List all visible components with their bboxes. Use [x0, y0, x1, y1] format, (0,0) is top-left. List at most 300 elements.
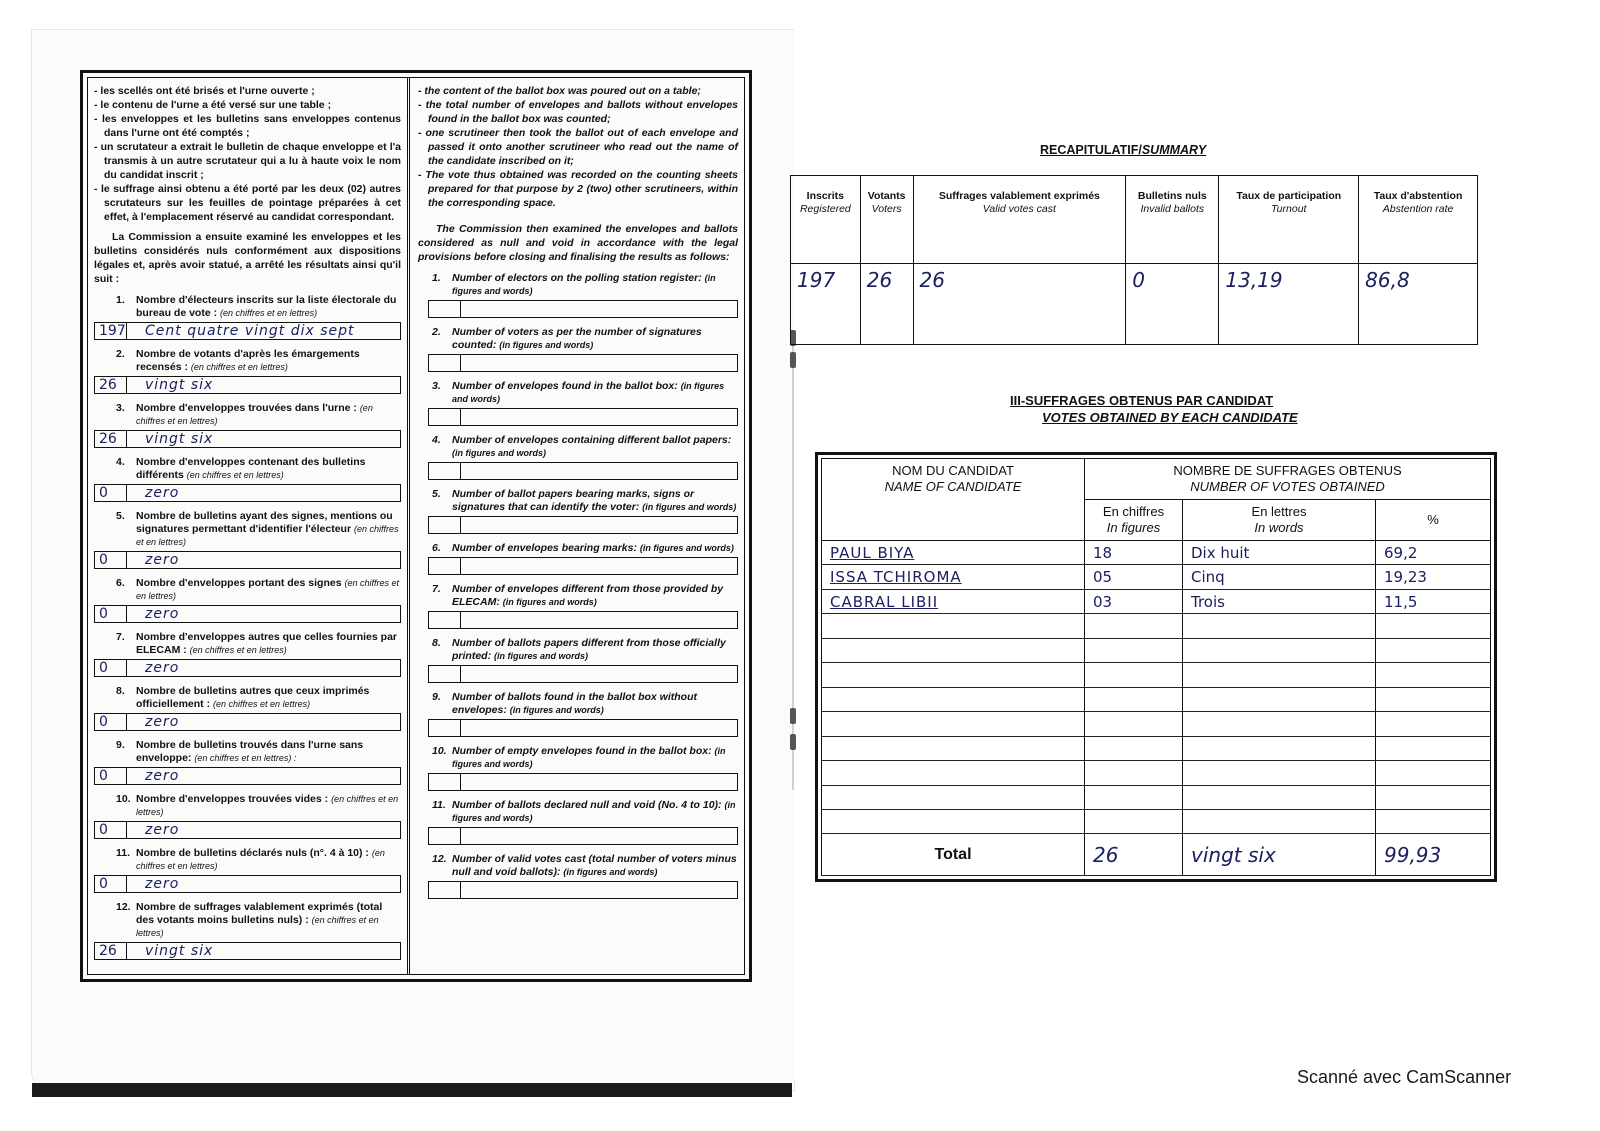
summary-header-row [791, 176, 1478, 264]
total-percent[interactable]: 99,93 [1376, 834, 1491, 876]
empty-cell[interactable] [822, 761, 1085, 785]
answer-words[interactable]: zero [145, 768, 180, 784]
result-item [418, 542, 738, 575]
item-note: (in figures and words) [642, 502, 737, 512]
item-text: Number of voters as per the number of signatures counted: [452, 326, 702, 351]
summary-header-en: Voters [871, 203, 902, 215]
item-note: (en chiffres et en lettres) [220, 308, 318, 318]
item-number: 10. [116, 793, 131, 805]
result-item-question [428, 745, 738, 771]
empty-cell[interactable] [1183, 638, 1376, 662]
candidate-percent[interactable]: 69,2 [1376, 541, 1491, 565]
result-item-question [428, 488, 738, 514]
item-text: Number of valid votes cast (total number of voters minus null and void ballots): [452, 853, 737, 878]
item-text: Number of envelopes bearing marks: [452, 542, 637, 554]
result-item [94, 901, 401, 960]
answer-words[interactable]: zero [145, 485, 180, 501]
summary-value[interactable]: 197 [791, 264, 861, 345]
item-number: 6. [116, 577, 125, 589]
result-item [418, 488, 738, 534]
item-note: (en chiffres et en lettres) [186, 470, 284, 480]
summary-header-en: Turnout [1271, 203, 1307, 215]
result-item-question [428, 691, 738, 717]
item-note: (in figures and words) [563, 867, 658, 877]
summary-title-en: SUMMARY [1141, 143, 1207, 157]
french-column [88, 78, 410, 974]
result-item [418, 583, 738, 629]
candidate-figures[interactable]: 18 [1085, 541, 1183, 565]
item-number: 4. [432, 434, 441, 446]
answer-field[interactable] [428, 462, 738, 480]
result-item [94, 739, 401, 785]
answer-figure[interactable] [429, 409, 461, 425]
answer-field[interactable] [428, 827, 738, 845]
summary-column-header [1359, 176, 1478, 264]
empty-cell[interactable] [1085, 785, 1183, 809]
answer-words[interactable]: vingt six [145, 943, 214, 959]
item-note: (en chiffres et en lettres) [213, 699, 311, 709]
empty-candidate-row [822, 761, 1491, 785]
empty-cell[interactable] [1085, 809, 1183, 833]
empty-cell[interactable] [1085, 614, 1183, 638]
empty-cell[interactable] [822, 638, 1085, 662]
procedure-bullets-en [418, 84, 738, 210]
result-item-question [428, 799, 738, 825]
candidate-figures[interactable]: 05 [1085, 565, 1183, 589]
votes-header-en: NUMBER OF VOTES OBTAINED [1190, 479, 1385, 494]
total-row [822, 834, 1491, 876]
result-item-question [428, 434, 738, 460]
answer-words[interactable]: zero [145, 660, 180, 676]
commission-paragraph-en: The Commission then examined the envelopes and ballots considered as null and void in accordance with the legal provisions before closing and finalising the results as follows: [418, 223, 738, 263]
item-number: 8. [116, 685, 125, 697]
procedure-bullet: - le contenu de l'urne a été versé sur une table ; [94, 99, 332, 111]
answer-field[interactable] [428, 354, 738, 372]
empty-cell[interactable] [1376, 736, 1491, 760]
candidate-figures[interactable]: 03 [1085, 589, 1183, 613]
summary-value[interactable]: 0 [1126, 264, 1219, 345]
item-note: (in figures and words) [502, 597, 597, 607]
summary-title [1040, 143, 1206, 157]
answer-figure[interactable]: 0 [95, 660, 127, 676]
empty-cell[interactable] [1376, 663, 1491, 687]
result-item-question [428, 583, 738, 609]
empty-candidate-row [822, 614, 1491, 638]
item-number: 2. [116, 348, 125, 360]
item-number: 7. [116, 631, 125, 643]
empty-candidate-row [822, 638, 1491, 662]
item-number: 6. [432, 542, 441, 554]
answer-field[interactable] [94, 713, 401, 731]
answer-figure[interactable] [429, 720, 461, 736]
answer-figure[interactable] [429, 882, 461, 898]
summary-header-fr: Inscrits [806, 190, 845, 202]
staple-mark [790, 708, 796, 724]
empty-cell[interactable] [1183, 663, 1376, 687]
answer-field[interactable] [94, 484, 401, 502]
figures-header-fr: En chiffres [1102, 504, 1165, 519]
answer-words[interactable]: zero [145, 876, 180, 892]
result-item [418, 272, 738, 318]
summary-column-header [791, 176, 861, 264]
empty-cell[interactable] [822, 614, 1085, 638]
empty-cell[interactable] [822, 712, 1085, 736]
answer-figure[interactable]: 0 [95, 714, 127, 730]
camscanner-watermark: Scanné avec CamScanner [1297, 1067, 1512, 1087]
result-item-question [112, 793, 401, 819]
answer-field[interactable] [94, 942, 401, 960]
item-text: Number of empty envelopes found in the ballot box: [452, 745, 712, 757]
result-item [418, 745, 738, 791]
result-item [418, 326, 738, 372]
answer-figure[interactable]: 26 [95, 377, 127, 393]
item-note: (in figures and words) [452, 381, 725, 404]
candidate-percent[interactable]: 11,5 [1376, 589, 1491, 613]
candidate-row [822, 565, 1491, 589]
empty-cell[interactable] [1376, 614, 1491, 638]
result-item [418, 380, 738, 426]
answer-words[interactable]: zero [145, 606, 180, 622]
item-text: Number of ballots papers different from those officially printed: [452, 637, 726, 662]
candidate-votes-table [821, 458, 1491, 876]
answer-field[interactable] [94, 322, 401, 340]
item-number: 8. [432, 637, 441, 649]
answer-words[interactable]: zero [145, 822, 180, 838]
empty-cell[interactable] [822, 687, 1085, 711]
item-note: (en chiffres et en lettres) [189, 645, 287, 655]
candidate-words[interactable]: Dix huit [1183, 541, 1376, 565]
result-item-question [428, 542, 738, 555]
english-column [410, 78, 744, 974]
answer-field[interactable] [428, 611, 738, 629]
summary-header-fr: Votants [867, 190, 906, 202]
result-item [94, 793, 401, 839]
empty-cell[interactable] [1183, 687, 1376, 711]
summary-header-fr: Suffrages valablement exprimés [938, 190, 1100, 202]
answer-figure[interactable] [429, 666, 461, 682]
item-text: Number of envelopes found in the ballot box: [452, 380, 678, 392]
answer-field[interactable] [94, 767, 401, 785]
empty-cell[interactable] [1183, 614, 1376, 638]
empty-candidate-row [822, 809, 1491, 833]
summary-value[interactable]: 26 [860, 264, 913, 345]
words-header-fr: En lettres [1251, 504, 1307, 519]
empty-candidate-row [822, 736, 1491, 760]
results-items-fr [94, 294, 401, 960]
figures-header [1085, 500, 1183, 541]
candidate-row [822, 541, 1491, 565]
candidate-percent[interactable]: 19,23 [1376, 565, 1491, 589]
summary-value[interactable]: 26 [913, 264, 1126, 345]
total-label: Total [822, 834, 1085, 876]
item-note: (in figures and words) [499, 340, 594, 350]
empty-cell[interactable] [1376, 687, 1491, 711]
candidate-name[interactable]: ISSA TCHIROMA [822, 565, 1085, 589]
result-item [94, 685, 401, 731]
item-note: (en chiffres et en lettres) [190, 362, 288, 372]
item-number: 4. [116, 456, 125, 468]
result-item-question [112, 456, 401, 482]
answer-words[interactable]: vingt six [145, 377, 214, 393]
empty-candidate-row [822, 663, 1491, 687]
name-header-en: NAME OF CANDIDATE [884, 479, 1022, 494]
candidate-row [822, 589, 1491, 613]
commission-paragraph-fr: La Commission a ensuite examiné les enveloppes et les bulletins considérés nuls conformément aux dispositions légales et, après avoir statué, a arrêté les résultats ainsi qu'il suit : [94, 231, 401, 285]
empty-cell[interactable] [1376, 712, 1491, 736]
item-text: Nombre d'électeurs inscrits sur la liste électorale du bureau de vote : [136, 294, 397, 319]
item-number: 12. [116, 901, 131, 913]
candidate-name[interactable]: PAUL BIYA [822, 541, 1085, 565]
result-item-question [112, 901, 401, 940]
result-item [418, 691, 738, 737]
result-item [94, 456, 401, 502]
result-item-question [428, 637, 738, 663]
percent-header: % [1376, 500, 1491, 541]
answer-words[interactable]: zero [145, 714, 180, 730]
item-note: (en chiffres et en lettres) [136, 403, 373, 426]
name-header [822, 459, 1085, 541]
item-text: Nombre d'enveloppes autres que celles fournies par ELECAM : [136, 631, 397, 656]
item-number: 5. [116, 510, 125, 522]
empty-cell[interactable] [822, 809, 1085, 833]
item-number: 11. [432, 799, 446, 811]
candidate-name[interactable]: CABRAL LIBII [822, 589, 1085, 613]
empty-cell[interactable] [1376, 761, 1491, 785]
empty-cell[interactable] [1085, 712, 1183, 736]
summary-header-en: Valid votes cast [982, 203, 1056, 215]
answer-field[interactable] [94, 659, 401, 677]
answer-figure[interactable]: 0 [95, 822, 127, 838]
item-note: (in figures and words) [639, 543, 734, 553]
answer-figure[interactable] [429, 355, 461, 371]
result-item-question [428, 853, 738, 879]
candidate-words[interactable]: Cinq [1183, 565, 1376, 589]
result-item-question [112, 577, 401, 603]
results-items-en [418, 272, 738, 899]
item-number: 9. [116, 739, 125, 751]
item-text: Nombre d'enveloppes trouvées vides : [136, 793, 329, 805]
summary-header-fr: Taux d'abstention [1373, 190, 1463, 202]
answer-figure[interactable]: 0 [95, 552, 127, 568]
answer-field[interactable] [428, 665, 738, 683]
answer-figure[interactable]: 197 [95, 323, 127, 339]
answer-figure[interactable] [429, 517, 461, 533]
item-text: Nombre de suffrages valablement exprimés (total des votants moins bulletins nuls) : [136, 901, 383, 926]
empty-cell[interactable] [1085, 687, 1183, 711]
item-number: 12. [432, 853, 447, 865]
result-item [418, 434, 738, 480]
item-note: (in figures and words) [452, 746, 726, 769]
answer-figure[interactable] [429, 774, 461, 790]
item-text: Nombre de bulletins déclarés nuls (n°. 4 à 10) : [136, 847, 369, 859]
scan-edge-shadow [32, 1083, 792, 1097]
summary-column-header [1219, 176, 1359, 264]
figures-header-en: In figures [1106, 520, 1161, 535]
empty-cell[interactable] [1183, 761, 1376, 785]
procedure-bullets-fr [94, 84, 401, 224]
summary-title-fr: RECAPITULATIF/ [1040, 143, 1142, 157]
answer-field[interactable] [94, 430, 401, 448]
result-item [418, 853, 738, 899]
empty-cell[interactable] [1376, 809, 1491, 833]
item-text: Number of electors on the polling station register: [452, 272, 702, 284]
item-text: Number of ballots found in the ballot box without envelopes: [452, 691, 697, 716]
words-header-en: In words [1254, 520, 1304, 535]
total-words[interactable]: vingt six [1183, 834, 1376, 876]
answer-figure[interactable]: 0 [95, 876, 127, 892]
summary-header-en: Registered [799, 203, 851, 215]
empty-cell[interactable] [1085, 663, 1183, 687]
answer-field[interactable] [428, 516, 738, 534]
summary-header-en: Invalid ballots [1140, 203, 1205, 215]
empty-cell[interactable] [1183, 785, 1376, 809]
answer-figure[interactable]: 0 [95, 485, 127, 501]
item-number: 5. [432, 488, 441, 500]
votes-header-fr: NOMBRE DE SUFFRAGES OBTENUS [1173, 463, 1402, 478]
result-item [94, 847, 401, 893]
empty-cell[interactable] [1085, 736, 1183, 760]
candidate-votes-table-frame [815, 452, 1497, 882]
answer-words[interactable]: zero [145, 552, 180, 568]
votes-title-fr: III-SUFFRAGES OBTENUS PAR CANDIDAT [1010, 393, 1274, 408]
answer-field[interactable] [428, 408, 738, 426]
item-text: Nombre d'enveloppes portant des signes [136, 577, 342, 589]
summary-header-en: Abstention rate [1382, 203, 1454, 215]
empty-cell[interactable] [1085, 761, 1183, 785]
votes-title-en: VOTES OBTAINED BY EACH CANDIDATE [1042, 410, 1298, 425]
result-item [94, 510, 401, 569]
answer-field[interactable] [94, 376, 401, 394]
item-note: (en chiffres et en lettres) : [194, 753, 297, 763]
result-item-question [112, 631, 401, 657]
staple-mark [790, 352, 796, 368]
candidate-words[interactable]: Trois [1183, 589, 1376, 613]
answer-field[interactable] [94, 875, 401, 893]
result-item-question [112, 294, 401, 320]
result-item-question [112, 510, 401, 549]
item-note: (in figures and words) [494, 651, 589, 661]
answer-figure[interactable]: 26 [95, 431, 127, 447]
votes-header [1085, 459, 1491, 500]
result-item [94, 402, 401, 448]
item-note: (in figures and words) [452, 800, 736, 823]
item-note: (en chiffres et en lettres) [136, 915, 379, 938]
result-item-question [112, 847, 401, 873]
item-number: 10. [432, 745, 447, 757]
item-number: 3. [116, 402, 125, 414]
empty-cell[interactable] [1183, 736, 1376, 760]
empty-candidate-row [822, 712, 1491, 736]
summary-value-row [791, 264, 1478, 345]
item-number: 1. [432, 272, 441, 284]
item-text: Number of ballots declared null and void (No. 4 to 10): [452, 799, 722, 811]
item-number: 3. [432, 380, 441, 392]
answer-figure[interactable] [429, 301, 461, 317]
procedure-bullet: - le suffrage ainsi obtenu a été porté par les deux (02) autres scrutateurs sur les feuilles de pointage préparées à cet effet, à l'emplacement réservé au candidat correspondant. [94, 183, 401, 223]
answer-words[interactable]: vingt six [145, 431, 214, 447]
empty-cell[interactable] [822, 785, 1085, 809]
procedure-bullet: - les enveloppes et les bulletins sans enveloppes contenus dans l'urne ont été comptés ; [94, 113, 401, 139]
counting-procedure-form [80, 70, 752, 982]
empty-candidate-row [822, 785, 1491, 809]
empty-cell[interactable] [822, 736, 1085, 760]
item-number: 11. [116, 847, 131, 859]
answer-figure[interactable]: 0 [95, 606, 127, 622]
item-text: Nombre d'enveloppes trouvées dans l'urne : [136, 402, 357, 414]
item-number: 1. [116, 294, 125, 306]
answer-field[interactable] [94, 821, 401, 839]
result-item-question [112, 685, 401, 711]
summary-value[interactable]: 13,19 [1219, 264, 1359, 345]
answer-field[interactable] [428, 557, 738, 575]
total-figures[interactable]: 26 [1085, 834, 1183, 876]
procedure-bullet: - les scellés ont été brisés et l'urne ouverte ; [94, 85, 315, 97]
result-item [418, 799, 738, 845]
empty-cell[interactable] [1183, 809, 1376, 833]
empty-cell[interactable] [822, 663, 1085, 687]
summary-column-header [913, 176, 1126, 264]
item-note: (en chiffres et en lettres) [136, 794, 399, 817]
result-item [94, 631, 401, 677]
procedure-bullet: - The vote thus obtained was recorded on the counting sheets prepared for that purpose by 2 (two) other scrutineers, within the corresponding space. [418, 169, 738, 209]
answer-figure[interactable]: 0 [95, 768, 127, 784]
item-text: Nombre de bulletins autres que ceux imprimés officiellement : [136, 685, 370, 710]
empty-candidate-row [822, 687, 1491, 711]
summary-column-header [860, 176, 913, 264]
result-item [418, 637, 738, 683]
summary-value[interactable]: 86,8 [1359, 264, 1478, 345]
item-number: 7. [432, 583, 441, 595]
result-item-question [112, 402, 401, 428]
answer-figure[interactable] [429, 463, 461, 479]
candidate-rows [822, 541, 1491, 876]
result-item-question [428, 326, 738, 352]
item-text: Number of ballot papers bearing marks, signs or signatures that can identify the voter: [452, 488, 695, 513]
item-note: (en chiffres et en lettres) [136, 524, 399, 547]
procedure-bullet: - the content of the ballot box was poured out on a table; [418, 85, 701, 97]
answer-figure[interactable]: 26 [95, 943, 127, 959]
answer-field[interactable] [94, 551, 401, 569]
answer-field[interactable] [428, 300, 738, 318]
result-item [94, 577, 401, 623]
result-item-question [112, 348, 401, 374]
staple-mark [790, 734, 796, 750]
answer-field[interactable] [428, 773, 738, 791]
summary-header-fr: Taux de participation [1236, 190, 1342, 202]
answer-field[interactable] [94, 605, 401, 623]
empty-cell[interactable] [1376, 638, 1491, 662]
answer-words[interactable]: Cent quatre vingt dix sept [145, 323, 355, 339]
result-item-question [112, 739, 401, 765]
result-item [94, 348, 401, 394]
item-note: (in figures and words) [452, 273, 716, 296]
answer-field[interactable] [428, 881, 738, 899]
item-text: Nombre de votants d'après les émargements recensés : [136, 348, 360, 373]
empty-cell[interactable] [1376, 785, 1491, 809]
answer-figure[interactable] [429, 558, 461, 574]
procedure-bullet: - one scrutineer then took the ballot out of each envelope and passed it onto another scrutineer who read out the name of the candidate inscribed on it; [418, 127, 738, 167]
item-text: Nombre de bulletins trouvés dans l'urne sans enveloppe: [136, 739, 364, 764]
summary-table [790, 175, 1478, 345]
empty-cell[interactable] [1183, 712, 1376, 736]
answer-figure[interactable] [429, 828, 461, 844]
answer-field[interactable] [428, 719, 738, 737]
procedure-bullet: - the total number of envelopes and ballots without envelopes found in the ballot box was counted; [418, 99, 738, 125]
empty-cell[interactable] [1085, 638, 1183, 662]
answer-figure[interactable] [429, 612, 461, 628]
summary-column-header [1126, 176, 1219, 264]
words-header [1183, 500, 1376, 541]
